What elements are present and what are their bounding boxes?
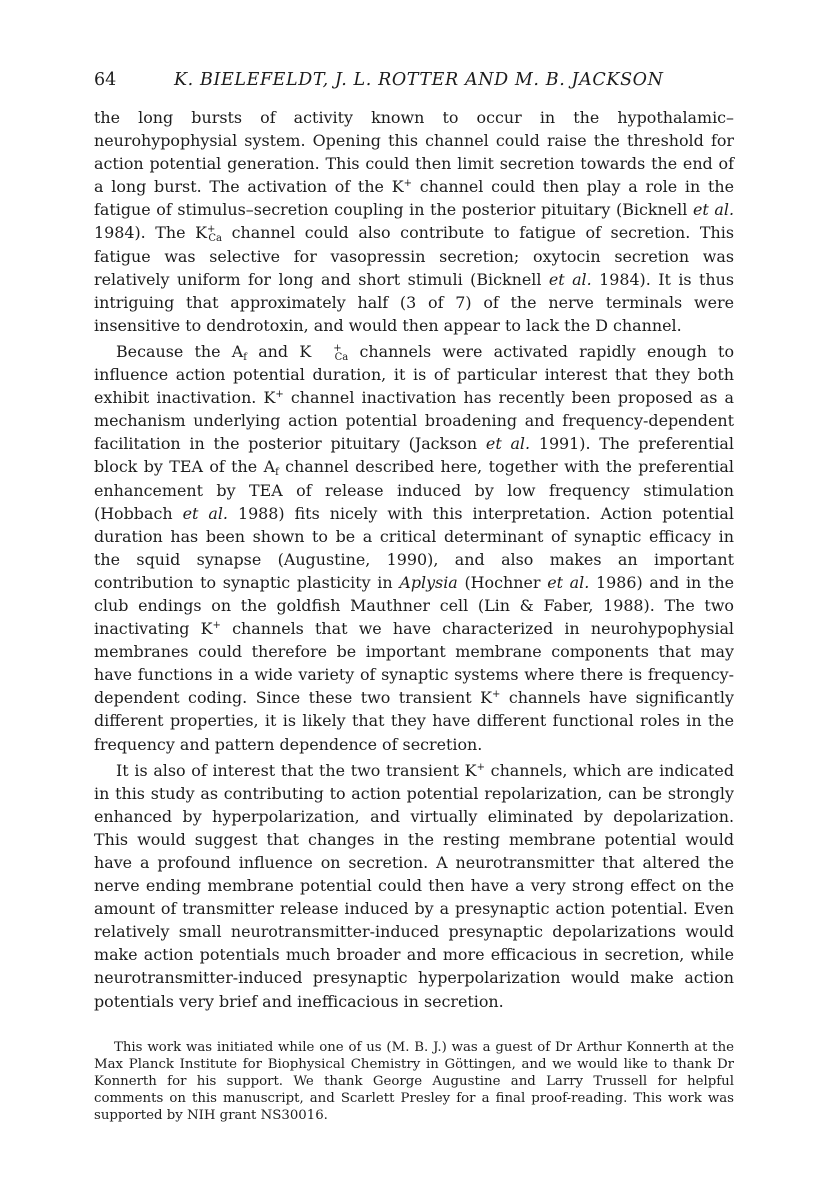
journal-page [94,70,734,1138]
article-body [94,106,734,1013]
paragraph-1: the long bursts of activity known to occur in the hypothalamic–neurohypophysial system. Opening this channel could raise the threshold for action potential generation. This could then limit secretion towards the end of a long burst. The activation of the K+ channel could then play a role in the fatigue of stimulus–secretion coupling in the posterior pituitary (Bicknell et al. 1984). The $K^+_{Ca}$ channel could also contribute to fatigue of secretion. This fatigue was selective for vasopressin secretion; oxytocin secretion was relatively uniform for long and short stimuli (Bicknell et al. 1984). It is thus intriguing that approximately half (3 of 7) of the nerve terminals were insensitive to dendrotoxin, and would then appear to lack the D channel. [94,108,735,335]
running-head-authors: K. BIELEFELDT, J. L. ROTTER AND M. B. JACKSON [174,70,664,90]
acknowledgement: This work was initiated while one of us (M. B. J.) was a guest of Dr Arthur Konnerth at the Max Planck Institute for Biophysical Chemistry in Göttingen, and we would like to thank Dr Konnerth for his support. We thank George Augustine and Larry Trussell for helpful comments on this manuscript, and Scarlett Presley for a final proof-reading. This work was supported by NIH grant NS30016. [94,1039,734,1124]
kca-symbol: +$_{Ca}$ [207,224,223,245]
kca-symbol: +$_{Ca}$ [333,342,349,363]
paragraph-2: Because the $A_f$ and K +$_{Ca}$ channels were activated rapidly enough to influence action potential duration, it is of particular interest that they both exhibit inactivation. K+ channel inactivation has recently been proposed as a mechanism underlying action potential broadening and frequency-dependent facilitation in the posterior pituitary (Jackson et al. 1991). The preferential block by TEA of the $A_f$ channel described here, together with the preferential enhancement by TEA of release induced by low frequency stimulation (Hobbach et al. 1988) fits nicely with this interpretation. Action potential duration has been shown to be a critical determinant of synaptic efficacy in the squid synapse (Augustine, 1990), and also makes an important contribution to synaptic plasticity in Aplysia (Hochner et al. 1986) and in the club endings on the goldfish Mauthner cell (Lin & Faber, 1988). The two inactivating K+ channels that we have characterized in neurohypophysial membranes could therefore be important membrane components that may have functions in a wide variety of synaptic systems where there is frequency-dependent coding. Since these two transient K+ channels have significantly different properties, it is likely that they have different functional roles in the frequency and pattern dependence of secretion. [94,341,735,754]
paragraph-3: It is also of interest that the two transient K+ channels, which are indicated in this study as contributing to action potential repolarization, can be strongly enhanced by hyperpolarization, and virtually eliminated by depolarization. This would suggest that changes in the resting membrane potential would have a profound influence on secretion. A neurotransmitter that altered the nerve ending membrane potential could then have a very strong effect on the amount of transmitter release induced by a presynaptic action potential. Even relatively small neurotransmitter-induced presynaptic depolarizations would make action potentials much broader and more efficacious in secretion, while neurotransmitter-induced presynaptic hyperpolarization would make action potentials very brief and inefficacious in secretion. [94,760,734,1011]
page-header [94,70,734,98]
page-number: 64 [94,70,117,90]
